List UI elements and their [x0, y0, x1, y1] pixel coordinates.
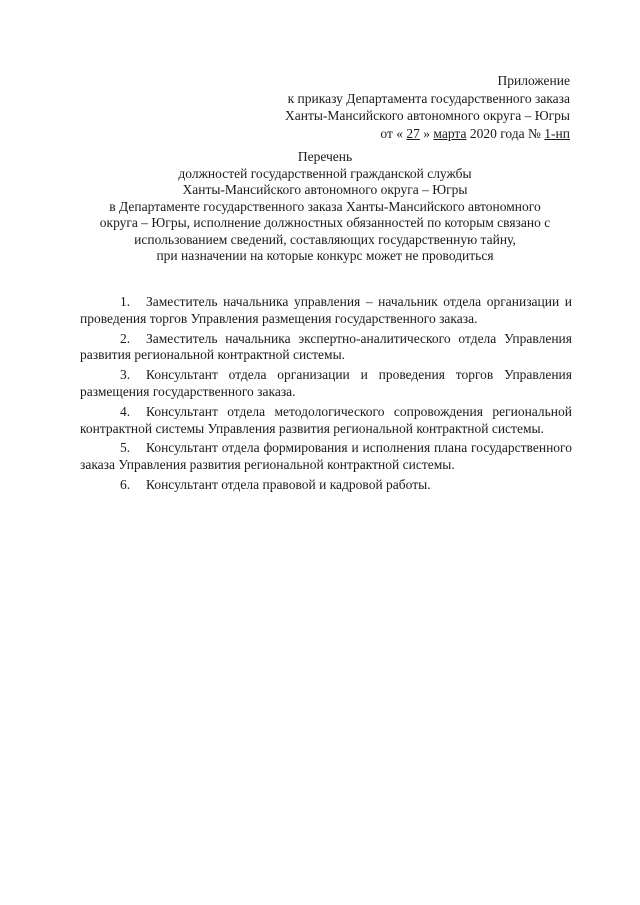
heading-line: округа – Югры, исполнение должностных обязанностей по которым связано с — [99, 215, 551, 230]
heading-title: Перечень — [297, 149, 353, 164]
list-item — [80, 404, 572, 438]
appendix-order-line: к приказу Департамента государственного заказа — [287, 90, 570, 106]
item-number: 5. — [120, 440, 131, 456]
appendix-title: Приложение — [497, 73, 570, 88]
date-year: 2020 года — [469, 125, 525, 141]
list-item — [80, 477, 572, 494]
item-text: Заместитель начальника экспертно-аналитического отдела Управления развития региональной контрактной системы. — [80, 330, 572, 363]
appendix-block — [240, 72, 570, 142]
item-text: Консультант отдела организации и проведения торгов Управления размещения государственного заказа. — [80, 367, 572, 399]
list-item — [80, 367, 572, 401]
heading-line: при назначении на которые конкурс может не проводиться — [156, 248, 494, 263]
date-prefix: от « — [380, 125, 404, 141]
order-number-prefix: № — [528, 125, 541, 141]
order-number: 1-нп — [544, 125, 570, 141]
heading-line: Ханты-Мансийского автономного округа – Югры — [182, 182, 468, 197]
list-heading — [70, 149, 580, 265]
item-text: Консультант отдела формирования и исполнения плана государственного заказа Управления развития региональной контрактной системы. — [80, 440, 572, 473]
list-item — [80, 440, 572, 474]
item-text: Заместитель начальника управления – начальник отдела организации и проведения торгов Управления размещения государственного заказа. — [80, 294, 572, 326]
heading-line: должностей государственной гражданской службы — [178, 165, 472, 181]
item-text: Консультант отдела правовой и кадровой работы. — [146, 476, 431, 492]
date-mid: » — [423, 125, 431, 141]
appendix-date-line — [240, 125, 570, 143]
item-text: Консультант отдела методологического сопровождения региональной контрактной системы Управления развития региональной контрактной системы. — [80, 403, 572, 436]
appendix-region-line: Ханты-Мансийского автономного округа – Югры — [285, 108, 570, 123]
item-number: 3. — [120, 367, 131, 383]
item-number: 1. — [120, 294, 131, 309]
date-month: марта — [433, 125, 467, 141]
positions-list — [80, 294, 572, 494]
item-number: 6. — [120, 476, 131, 492]
heading-line: в Департаменте государственного заказа Ханты-Мансийского автономного — [109, 198, 541, 214]
date-day: 27 — [406, 125, 420, 141]
heading-line: использованием сведений, составляющих государственную тайну, — [134, 231, 516, 247]
list-item — [80, 294, 572, 328]
item-number: 4. — [120, 403, 131, 419]
item-number: 2. — [120, 330, 131, 346]
list-item — [80, 331, 572, 365]
